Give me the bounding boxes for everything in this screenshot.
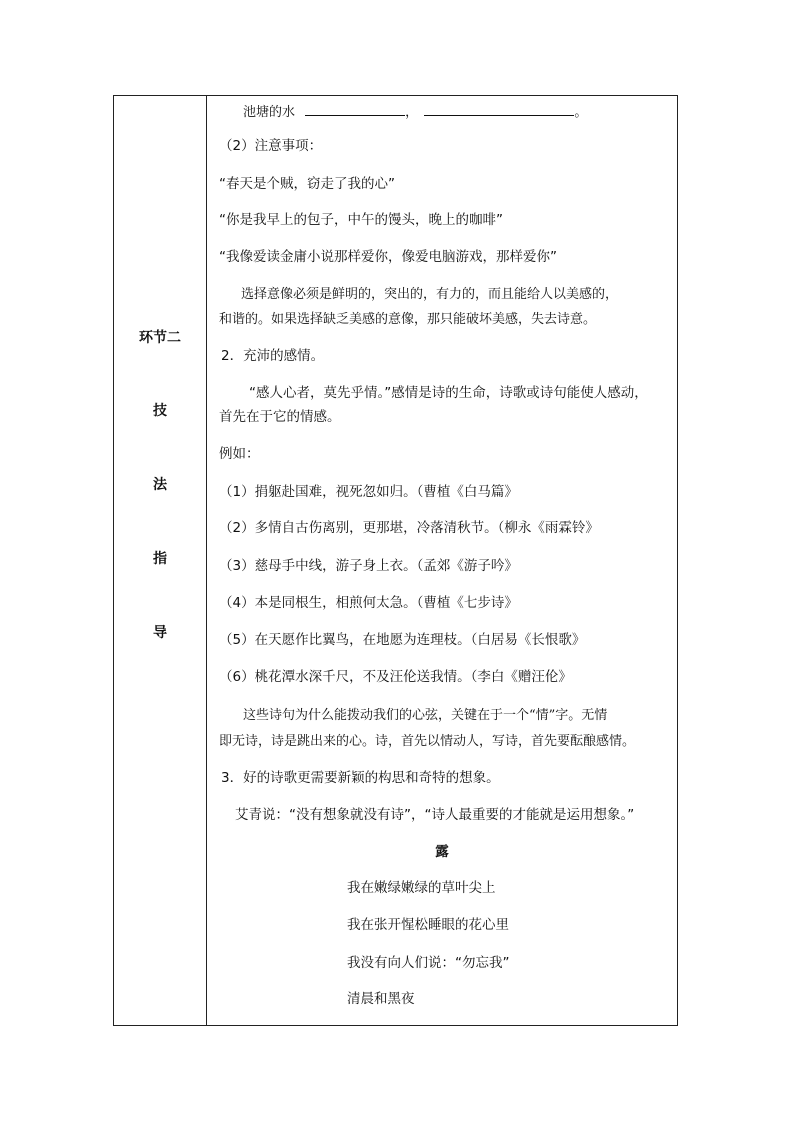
aiqing-quote: 艾青说：“没有想象就没有诗”，“诗人最重要的才能就是运用想象。” <box>235 807 635 823</box>
poem-example-4: （4）本是同根生，相煎何太急。（曹植《七步诗》 <box>219 595 518 611</box>
answer-blank-1[interactable] <box>305 101 405 116</box>
poem-example-1: （1）捐躯赴国难，视死忽如归。（曹植《白马篇》 <box>219 484 518 500</box>
poem-line-1: 我在嫩绿嫩绿的草叶尖上 <box>347 880 496 896</box>
section-title: 环节二 <box>139 330 181 346</box>
poem-line-2: 我在张开惺松睡眼的花心里 <box>347 917 509 933</box>
answer-blank-2[interactable] <box>424 101 574 116</box>
fill-blank-comma: ， <box>405 105 419 120</box>
poem-line-3: 我没有向人们说：“勿忘我” <box>347 955 510 971</box>
imagery-para-line-2: 和谐的。如果选择缺乏美感的意像，那只能破坏美感，失去诗意。 <box>219 312 597 327</box>
poem-example-3: （3）慈母手中线，游子身上衣。（孟郊《游子吟》 <box>219 558 518 574</box>
poem-title: 露 <box>435 844 449 860</box>
lesson-table <box>113 95 678 1026</box>
section-char-3: 指 <box>153 551 167 567</box>
poem-example-5: （5）在天愿作比翼鸟，在地愿为连理枝。（白居易《长恨歌》 <box>219 632 586 648</box>
emotion-para-line-1: 这些诗句为什么能拨动我们的心弦，关键在于一个“情”字。无情 <box>243 708 608 723</box>
poem-example-6: （6）桃花潭水深千尺，不及汪伦送我情。（李白《赠汪伦》 <box>219 669 572 685</box>
point3-title: 3．好的诗歌更需要新颖的构思和奇特的想象。 <box>221 770 500 786</box>
point2-para-line-1: “感人心者，莫先乎情。”感情是诗的生命，诗歌或诗句能使人感动， <box>249 385 648 401</box>
poem-example-2: （2）多情自古伤离别，更那堪，冷落清秋节。（柳永《雨霖铃》 <box>219 520 599 536</box>
imagery-para-line-1: 选择意像必须是鲜明的，突出的，有力的，而且能给人以美感的， <box>241 287 619 302</box>
fill-blank-line <box>243 101 671 123</box>
emotion-para-line-2: 即无诗，诗是跳出来的心。诗，首先以情动人，写诗，首先要酝酿感情。 <box>219 734 636 749</box>
fill-blank-end: 。 <box>574 105 588 120</box>
bad-example-3: “我像爱读金庸小说那样爱你，像爱电脑游戏，那样爱你” <box>219 249 557 265</box>
bad-example-2: “你是我早上的包子，中午的馒头，晚上的咖啡” <box>219 212 503 228</box>
section-char-1: 技 <box>153 403 167 419</box>
fill-blank-prefix: 池塘的水 <box>243 105 296 120</box>
example-label: 例如： <box>219 446 260 462</box>
bad-example-1: “春天是个贼，窃走了我的心” <box>219 176 395 192</box>
point2-para-line-2: 首先在于它的情感。 <box>219 409 341 425</box>
note-heading: （2）注意事项： <box>219 138 323 154</box>
content-cell <box>207 96 678 1026</box>
poem-line-4: 清晨和黑夜 <box>347 991 415 1007</box>
point2-title: 2．充沛的感情。 <box>221 348 325 364</box>
section-char-2: 法 <box>153 477 167 493</box>
section-char-4: 导 <box>153 625 167 641</box>
section-label-cell <box>114 96 207 1026</box>
